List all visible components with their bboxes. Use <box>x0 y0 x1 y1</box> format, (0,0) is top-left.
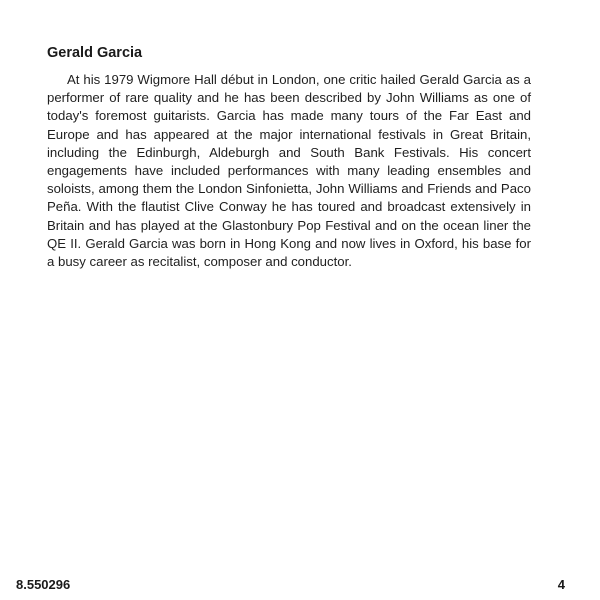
page-number: 4 <box>557 577 565 592</box>
bio-paragraph: At his 1979 Wigmore Hall début in London, one critic hailed Gerald Garcia as a performer of rare quality and he has been described by John Williams as one of today's foremost guitarists. Garcia has made many tours of the Far East and Europe and has appeared at the major international festivals in Great Britain, including the Edinburgh, Aldeburgh and South Bank Festivals. His concert engagements have included performances with many leading ensembles and soloists, among them the London Sinfonietta, John Williams and Friends and Paco Peña. With the flautist Clive Conway he has toured and broadcast extensively in Britain and has played at the Glastonbury Pop Festival and on the ocean liner the QE II. Gerald Garcia was born in Hong Kong and now lives in Oxford, his base for a busy career as recitalist, composer and conductor. <box>47 72 531 270</box>
bio-heading: Gerald Garcia <box>47 45 143 61</box>
catalogue-number: 8.550296 <box>16 577 71 592</box>
